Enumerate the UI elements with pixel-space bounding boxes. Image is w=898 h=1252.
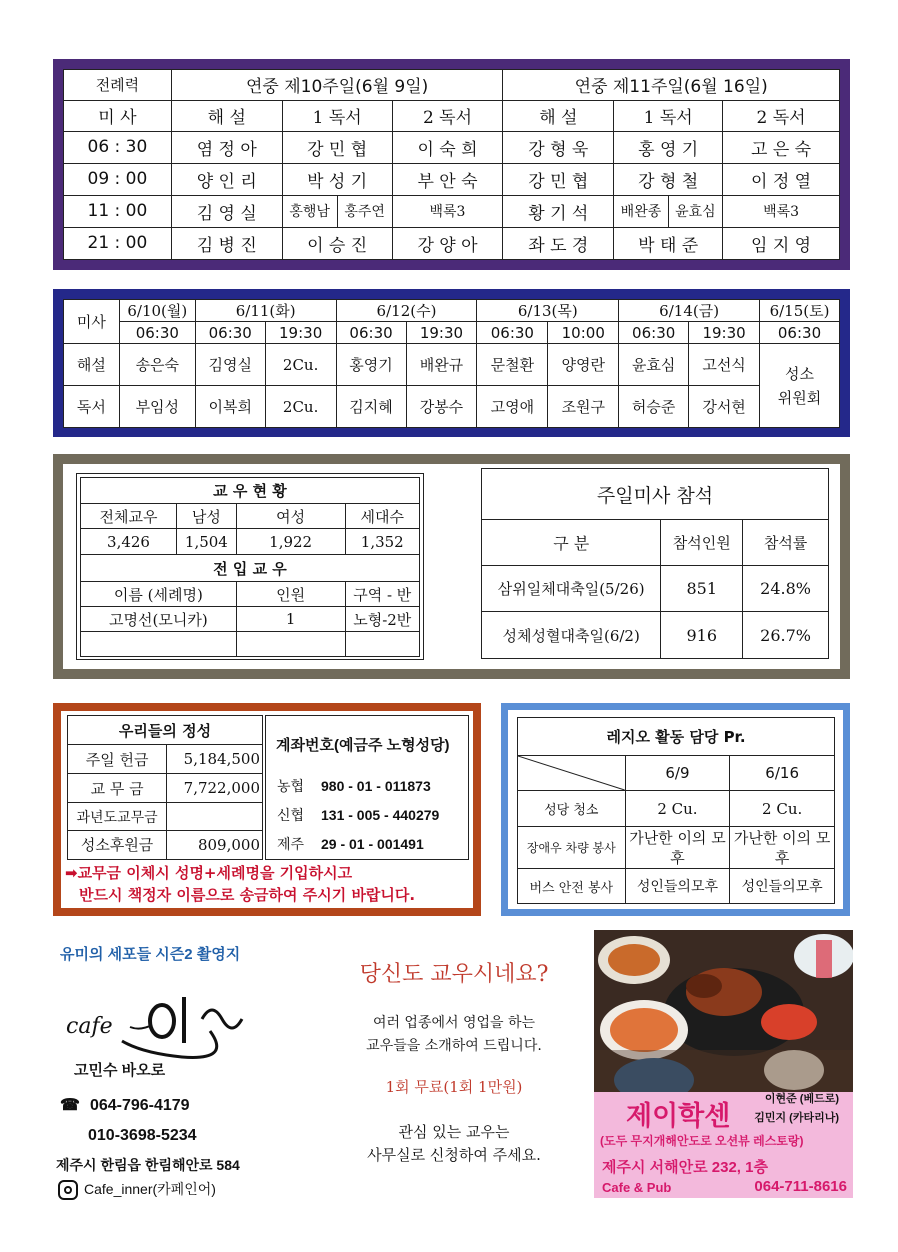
cell: 강 형 욱 bbox=[503, 131, 614, 163]
liturgy-table bbox=[63, 69, 840, 260]
weekday-frame bbox=[53, 289, 850, 437]
cell: 성소후원금 bbox=[68, 830, 167, 859]
cell: 황 기 석 bbox=[503, 195, 614, 227]
restaurant-desc: (도두 무지개해안도로 오션뷰 레스토랑) bbox=[600, 1134, 804, 1148]
cell: 24.8% bbox=[743, 566, 829, 612]
cell: 강서현 bbox=[689, 386, 760, 428]
account-box bbox=[265, 715, 469, 860]
col-header: 남성 bbox=[177, 504, 237, 529]
col-header: 세대수 bbox=[345, 504, 419, 529]
cell: 배완종 bbox=[620, 204, 662, 221]
week10-header: 연중 제10주일(6월 9일) bbox=[171, 70, 503, 101]
cell: 2Cu. bbox=[265, 344, 336, 386]
liturgy-frame bbox=[53, 59, 850, 270]
weekday-table bbox=[63, 299, 840, 428]
account-number: 29 - 01 - 001491 bbox=[321, 836, 424, 852]
reading-label: 독서 bbox=[64, 386, 120, 428]
promo-line: 관심 있는 교우는 bbox=[398, 1123, 510, 1141]
time: 19:30 bbox=[406, 322, 477, 344]
cell-split bbox=[282, 195, 392, 227]
account-row bbox=[277, 772, 439, 801]
cell bbox=[345, 632, 419, 657]
day-header: 6/10(월) bbox=[119, 300, 195, 322]
commentary-label: 해설 bbox=[64, 344, 120, 386]
mass-label: 미사 bbox=[64, 300, 120, 344]
bank-name: 농협 bbox=[277, 778, 305, 794]
legio-title: 레지오 활동 담당 Pr. bbox=[518, 718, 835, 756]
cell-split bbox=[614, 195, 723, 227]
cell: 성인들의모후 bbox=[625, 869, 730, 904]
cell: 강봉수 bbox=[406, 386, 477, 428]
promo-line: 여러 업종에서 영업을 하는 bbox=[372, 1015, 536, 1031]
mass-time: 06 : 30 bbox=[64, 131, 172, 163]
cell: 윤효심 bbox=[619, 344, 689, 386]
time: 06:30 bbox=[760, 322, 840, 344]
offerings-title: 우리들의 정성 bbox=[68, 716, 263, 745]
table-row bbox=[518, 827, 835, 869]
cell: 1,352 bbox=[345, 529, 419, 555]
col-header: 참석인원 bbox=[661, 520, 743, 566]
bank-name: 신협 bbox=[277, 807, 305, 823]
cell: 1,504 bbox=[177, 529, 237, 555]
cafe-instagram: Cafe_inner(카페인어) bbox=[84, 1181, 216, 1197]
time: 10:00 bbox=[548, 322, 619, 344]
promo-title: 당신도 교우시네요? bbox=[359, 962, 549, 987]
cell: 임 지 영 bbox=[723, 227, 840, 259]
cell: 고명선(모니카) bbox=[81, 607, 237, 632]
cell: 성체성혈대축일(6/2) bbox=[482, 612, 661, 659]
cell: 3,426 bbox=[81, 529, 177, 555]
table-row bbox=[68, 774, 263, 803]
col-header: 인원 bbox=[236, 582, 345, 607]
cell: 장애우 차량 봉사 bbox=[518, 827, 626, 869]
cell: 버스 안전 봉사 bbox=[518, 869, 626, 904]
cell: 851 bbox=[661, 566, 743, 612]
time: 06:30 bbox=[477, 322, 548, 344]
time: 19:30 bbox=[265, 322, 336, 344]
cell: 김 병 진 bbox=[171, 227, 282, 259]
cafe-phone: 064-796-4179 bbox=[89, 1097, 190, 1114]
cell: 성당 청소 bbox=[518, 791, 626, 827]
reading1-label: 1 독서 bbox=[614, 100, 723, 131]
table-row bbox=[64, 386, 840, 428]
time: 06:30 bbox=[336, 322, 406, 344]
cell: 가난한 이의 모후 bbox=[730, 827, 835, 869]
reading2-label: 2 독서 bbox=[723, 100, 840, 131]
liturgy-header-label: 전례력 bbox=[64, 70, 172, 101]
cell: 노형-2반 bbox=[345, 607, 419, 632]
cafe-owner: 고민수 바오로 bbox=[74, 1062, 166, 1079]
table-row bbox=[68, 745, 263, 774]
cell: 이 승 진 bbox=[282, 227, 392, 259]
cafe-ad bbox=[52, 935, 312, 1205]
cell: 5,184,500 bbox=[167, 745, 263, 774]
cell: 가난한 이의 모후 bbox=[625, 827, 730, 869]
svg-text:cafe: cafe bbox=[66, 1014, 113, 1039]
cell: 고 은 숙 bbox=[723, 131, 840, 163]
cafe-address: 제주시 한림읍 한림해안로 584 bbox=[56, 1157, 240, 1173]
cell: 윤효심 bbox=[668, 196, 722, 227]
account-row bbox=[277, 801, 439, 830]
table-row bbox=[81, 632, 420, 657]
cell: 백록3 bbox=[392, 195, 503, 227]
parish-title: 교 우 현 황 bbox=[81, 478, 420, 504]
table-row bbox=[81, 607, 420, 632]
week11-header: 연중 제11주일(6월 16일) bbox=[503, 70, 840, 101]
cell: 문철환 bbox=[477, 344, 548, 386]
account-number: 131 - 005 - 440279 bbox=[321, 807, 440, 823]
restaurant-name: 제이학센 bbox=[626, 1101, 731, 1131]
attendance-title: 주일미사 참석 bbox=[482, 469, 829, 520]
cell: 박 태 준 bbox=[614, 227, 723, 259]
time: 06:30 bbox=[619, 322, 689, 344]
cell: 이복희 bbox=[195, 386, 265, 428]
offerings-table bbox=[67, 715, 263, 860]
cafe-mobile: 010-3698-5234 bbox=[88, 1127, 197, 1144]
reading1-label: 1 독서 bbox=[282, 100, 392, 131]
commentary-label: 해 설 bbox=[503, 100, 614, 131]
time: 19:30 bbox=[689, 322, 760, 344]
cell: 고선식 bbox=[689, 344, 760, 386]
time: 06:30 bbox=[119, 322, 195, 344]
table-row bbox=[64, 227, 840, 259]
cell: 성인들의모후 bbox=[730, 869, 835, 904]
saturday-note: 성소 위원회 bbox=[760, 344, 840, 428]
reading2-label: 2 독서 bbox=[392, 100, 503, 131]
col-header: 여성 bbox=[236, 504, 345, 529]
cell: 강 민 협 bbox=[282, 131, 392, 163]
transfer-note: 반드시 책정자 이름으로 송금하여 주시기 바랍니다. bbox=[79, 886, 416, 904]
owner-name: 김민지 (카타리나) bbox=[754, 1112, 839, 1124]
cell: 조원구 bbox=[548, 386, 619, 428]
cell bbox=[81, 632, 237, 657]
cell: 홍 영 기 bbox=[614, 131, 723, 163]
day-header: 6/11(화) bbox=[195, 300, 336, 322]
account-row bbox=[277, 830, 439, 859]
cell: 26.7% bbox=[743, 612, 829, 659]
cell: 백록3 bbox=[723, 195, 840, 227]
col-header: 구역 - 반 bbox=[345, 582, 419, 607]
cell: 2Cu. bbox=[265, 386, 336, 428]
cell: 김지혜 bbox=[336, 386, 406, 428]
cell: 1,922 bbox=[236, 529, 345, 555]
cell: 부임성 bbox=[119, 386, 195, 428]
cell: 양 인 리 bbox=[171, 163, 282, 195]
table-row bbox=[68, 830, 263, 859]
table-row bbox=[518, 791, 835, 827]
account-holder: (예금주 노형성당) bbox=[333, 737, 450, 754]
account-number: 980 - 01 - 011873 bbox=[321, 778, 431, 794]
cell: 2 Cu. bbox=[625, 791, 730, 827]
commentary-label: 해 설 bbox=[171, 100, 282, 131]
cell: 김영실 bbox=[195, 344, 265, 386]
table-row bbox=[68, 803, 263, 831]
cell: 강 양 아 bbox=[392, 227, 503, 259]
promo-price: 1회 무료(1회 1만원) bbox=[385, 1078, 523, 1096]
mass-time: 21 : 00 bbox=[64, 227, 172, 259]
cell: 좌 도 경 bbox=[503, 227, 614, 259]
day-header: 6/14(금) bbox=[619, 300, 760, 322]
cell: 이 숙 희 bbox=[392, 131, 503, 163]
cell: 양영란 bbox=[548, 344, 619, 386]
table-row bbox=[518, 869, 835, 904]
restaurant-phone: 064-711-8616 bbox=[754, 1178, 847, 1195]
day-header: 6/12(수) bbox=[336, 300, 477, 322]
cell: 교 무 금 bbox=[68, 774, 167, 803]
col-header: 6/16 bbox=[730, 756, 835, 791]
table-row bbox=[64, 163, 840, 195]
food-photo bbox=[594, 930, 853, 1092]
table-row bbox=[482, 566, 829, 612]
account-title: 계좌번호 bbox=[276, 737, 334, 754]
col-header: 전체교우 bbox=[81, 504, 177, 529]
cell: 주일 헌금 bbox=[68, 745, 167, 774]
col-header: 6/9 bbox=[625, 756, 730, 791]
cell: 이 정 열 bbox=[723, 163, 840, 195]
restaurant-ad bbox=[594, 930, 853, 1198]
cell: 염 정 아 bbox=[171, 131, 282, 163]
cell: 송은숙 bbox=[119, 344, 195, 386]
parish-table bbox=[80, 477, 420, 657]
promo-box bbox=[320, 955, 588, 1185]
mass-label: 미 사 bbox=[64, 100, 172, 131]
cell bbox=[236, 632, 345, 657]
cell: 부 안 숙 bbox=[392, 163, 503, 195]
cell: 홍주연 bbox=[337, 196, 392, 227]
time: 06:30 bbox=[195, 322, 265, 344]
promo-line: 교우들을 소개하여 드립니다. bbox=[366, 1038, 542, 1054]
cell: 916 bbox=[661, 612, 743, 659]
cell: 허승준 bbox=[619, 386, 689, 428]
table-row bbox=[64, 131, 840, 163]
offerings-frame bbox=[53, 703, 481, 916]
legio-table bbox=[517, 717, 835, 904]
cell: 강 형 철 bbox=[614, 163, 723, 195]
cell bbox=[167, 803, 263, 831]
table-row bbox=[482, 612, 829, 659]
cell: 홍영기 bbox=[336, 344, 406, 386]
cell: 2 Cu. bbox=[730, 791, 835, 827]
cell: 7,722,000 bbox=[167, 774, 263, 803]
bank-name: 제주 bbox=[277, 836, 305, 852]
cell: 김 영 실 bbox=[171, 195, 282, 227]
table-row bbox=[64, 195, 840, 227]
cafe-tagline: 유미의 세포들 시즌2 촬영지 bbox=[60, 946, 241, 963]
cell: 강 민 협 bbox=[503, 163, 614, 195]
col-header: 이름 (세례명) bbox=[81, 582, 237, 607]
cafe-logo bbox=[62, 971, 262, 1061]
transfer-note: ➡교무금 이체시 성명+세례명을 기입하시고 bbox=[65, 864, 353, 882]
cell: 과년도교무금 bbox=[68, 803, 167, 831]
legio-frame bbox=[501, 703, 850, 916]
cell: 삼위일체대축일(5/26) bbox=[482, 566, 661, 612]
owner-name: 이현준 (베드로) bbox=[764, 1093, 839, 1105]
phone-icon: ☎ bbox=[60, 1097, 80, 1114]
day-header: 6/13(목) bbox=[477, 300, 619, 322]
col-header: 참석률 bbox=[743, 520, 829, 566]
cell: 809,000 bbox=[167, 830, 263, 859]
restaurant-type: Cafe & Pub bbox=[602, 1180, 672, 1195]
cell: 홍행남 bbox=[289, 204, 330, 221]
status-frame bbox=[53, 454, 850, 679]
cell: 박 성 기 bbox=[282, 163, 392, 195]
cell: 1 bbox=[236, 607, 345, 632]
cell: 배완규 bbox=[406, 344, 477, 386]
instagram-icon bbox=[58, 1180, 78, 1200]
diagonal-header-cell bbox=[518, 756, 626, 791]
restaurant-address: 제주시 서해안로 232, 1층 bbox=[602, 1159, 768, 1176]
attendance-table bbox=[481, 468, 829, 659]
newcomers-title: 전 입 교 우 bbox=[81, 555, 420, 582]
promo-line: 사무실로 신청하여 주세요. bbox=[367, 1146, 541, 1164]
mass-time: 09 : 00 bbox=[64, 163, 172, 195]
table-row bbox=[64, 344, 840, 386]
day-header: 6/15(토) bbox=[760, 300, 840, 322]
mass-time: 11 : 00 bbox=[64, 195, 172, 227]
cell: 고영애 bbox=[477, 386, 548, 428]
col-header: 구 분 bbox=[482, 520, 661, 566]
